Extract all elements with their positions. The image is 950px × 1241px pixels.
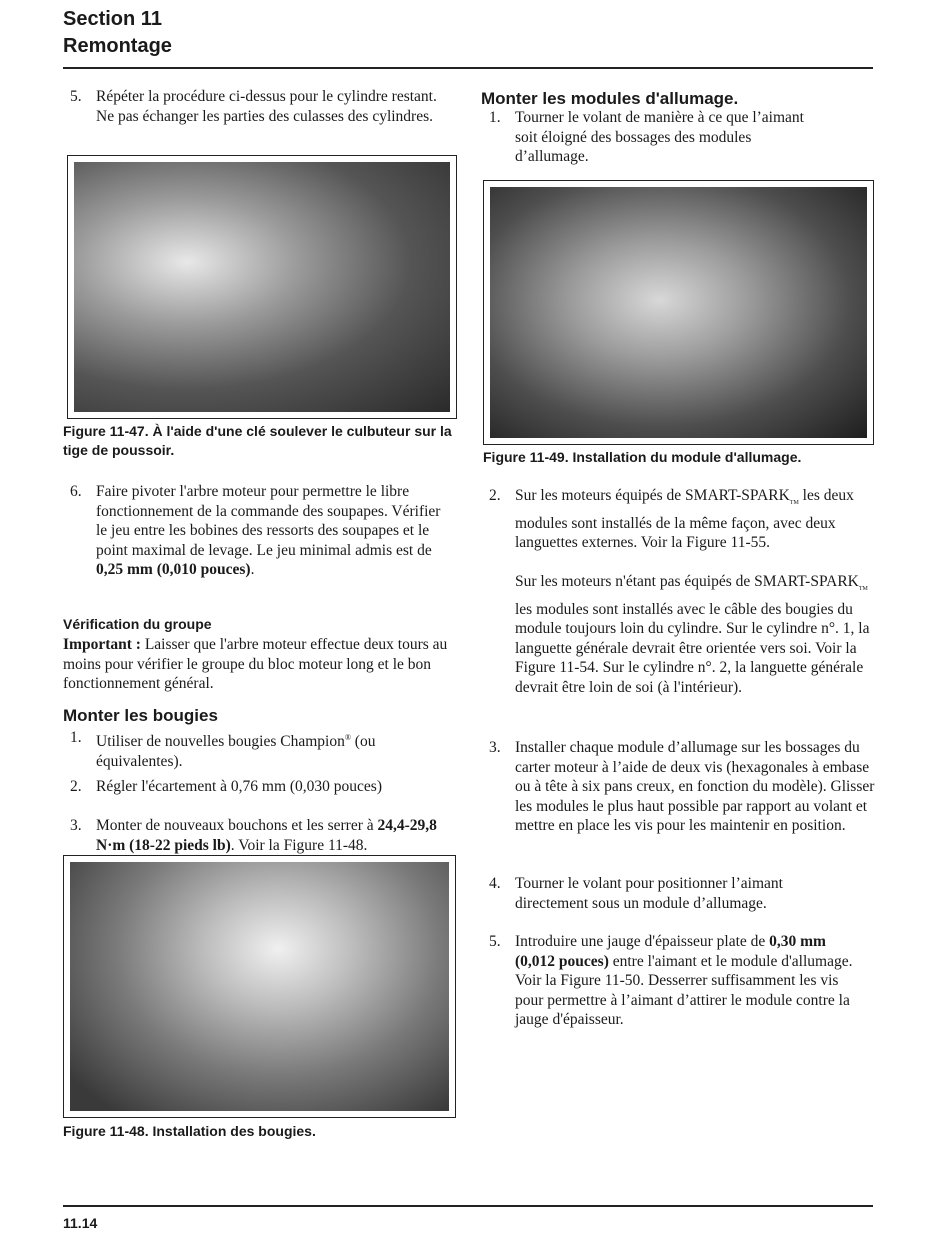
figure-11-47-caption: Figure 11-47. À l'aide d'une clé soulever le culbuteur sur la tige de poussoir. xyxy=(63,423,452,458)
subheading-verification: Vérification du groupe xyxy=(63,616,212,632)
step-5 xyxy=(70,87,450,126)
section-number: Section 11 xyxy=(63,8,162,30)
header-rule xyxy=(63,67,873,69)
page-number: 11.14 xyxy=(63,1215,98,1231)
page-title: Remontage xyxy=(63,35,172,57)
figure-11-49-caption: Figure 11-49. Installation du module d'allumage. xyxy=(483,449,802,465)
allumage-step-4: 4. Tourner le volant pour positionner l’aimant directement sous un module d’allumage. xyxy=(489,875,783,912)
heading-modules-allumage: Monter les modules d'allumage. xyxy=(481,89,739,108)
bougies-step-3: 3. Monter de nouveaux bouchons et les serrer à 24,4-29,8 N·m (18-22 pieds lb). Voir la Figure 11-48. xyxy=(70,817,437,854)
step-6 xyxy=(70,482,455,580)
important-note: Important : Laisser que l'arbre moteur effectue deux tours au moins pour vérifier le groupe du bloc moteur long et le bon fonctionnement général. xyxy=(63,636,448,692)
allumage-step-5: 5. Introduire une jauge d'épaisseur plate de 0,30 mm (0,012 pouces) entre l'aimant et le module d'allumage. Voir la Figure 11-50. Desserrer suffisamment les vis pour permettre à l’aimant d’attirer le module contre la jauge d'épaisseur. xyxy=(489,933,853,1028)
step-text: Faire pivoter l'arbre moteur pour permettre le libre fonctionnement de la commande des soupapes. Vérifier le jeu entre les bobines des ressorts des soupapes et le point maximal de levage. Le jeu minimal admis est de 0,25 mm (0,010 pouces). xyxy=(96,483,441,578)
step-text: Répéter la procédure ci-dessus pour le cylindre restant. Ne pas échanger les parties des culasses des cylindres. xyxy=(96,88,437,125)
bougies-step-1: 1. Utiliser de nouvelles bougies Champion® (ou équivalentes). xyxy=(70,729,376,770)
footer-rule xyxy=(63,1205,873,1207)
bougies-step-2: 2. Régler l'écartement à 0,76 mm (0,030 pouces) xyxy=(70,778,383,795)
figure-11-47-photo xyxy=(67,155,457,419)
step-number: 6. xyxy=(70,483,82,500)
heading-monter-bougies: Monter les bougies xyxy=(63,706,218,725)
step-number: 5. xyxy=(70,88,82,105)
allumage-step-2: 2. Sur les moteurs équipés de SMART-$SPARK_{TM}$ les deux modules sont installés de la même façon, avec deux languettes externes. Voir la Figure 11-55. Sur les moteurs n'étant pas équipés de SMART-$SPARK_{TM}$ les modules sont installés avec le câble des bougies du module toujours loin du cylindre. Sur le cylindre n°. 1, la languette générale devrait être orientée vers soi. Voir la Figure 11-54. Sur le cylindre n°. 2, la languette générale devrait être loin de soi (à l'intérieur). xyxy=(489,487,870,696)
figure-11-49-photo xyxy=(483,180,874,445)
allumage-step-1: 1. Tourner le volant de manière à ce que l’aimant soit éloigné des bossages des modules d’allumage. xyxy=(489,109,804,165)
allumage-step-3: 3. Installer chaque module d’allumage sur les bossages du carter moteur à l’aide de deux vis (hexagonales à embase ou à tête à six pans creux, en fonction du modèle). Glisser les modules le plus haut possible par rapport au volant et mettre en place les vis pour les maintenir en position. xyxy=(489,739,875,834)
figure-11-48-photo xyxy=(63,855,456,1118)
figure-11-48-caption: Figure 11-48. Installation des bougies. xyxy=(63,1123,316,1139)
